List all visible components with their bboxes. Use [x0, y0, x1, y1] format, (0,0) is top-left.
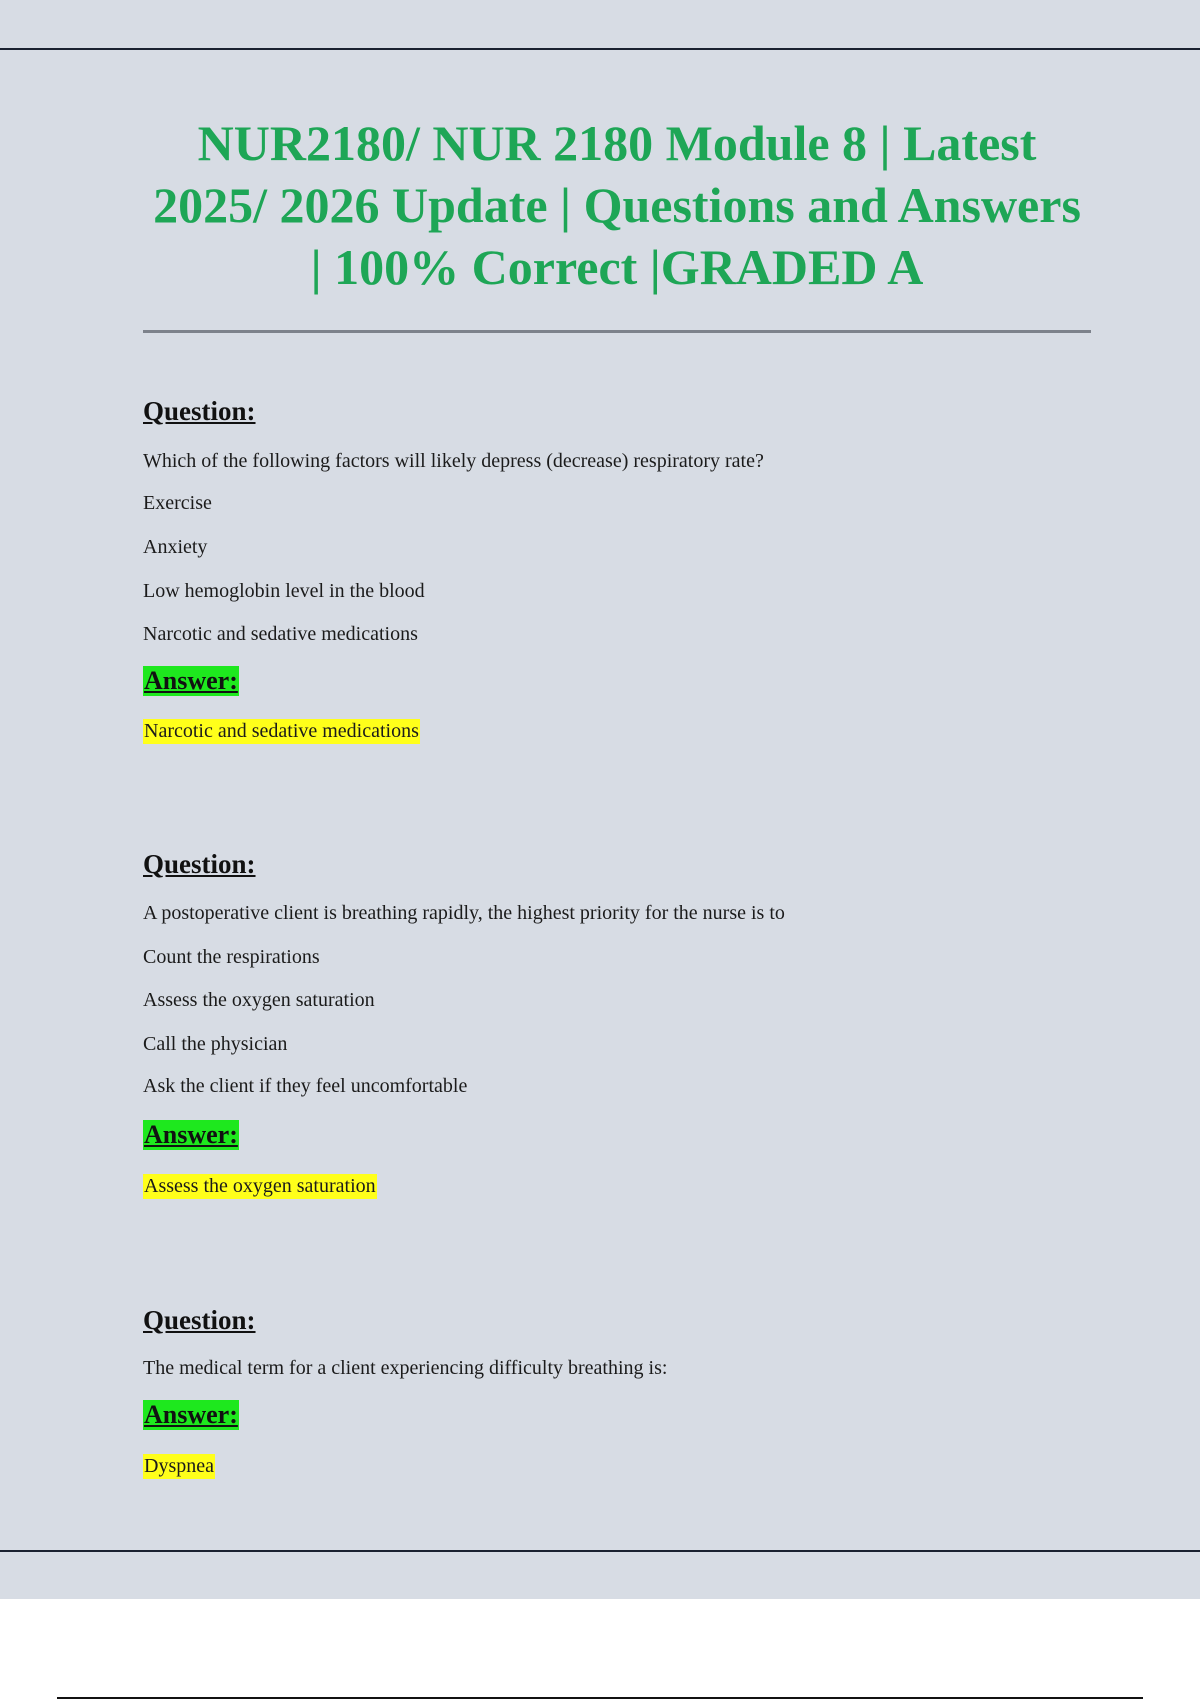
- title-divider: [143, 330, 1091, 333]
- answer-label: Answer:: [144, 1120, 238, 1149]
- bottom-rule: [0, 1550, 1200, 1552]
- answer-label: Answer:: [144, 1400, 238, 1429]
- answer-value: Assess the oxygen saturation: [144, 1175, 376, 1197]
- answer-value: Narcotic and sedative medications: [144, 720, 419, 742]
- question-prompt: Which of the following factors will likely depress (decrease) respiratory rate?: [143, 450, 764, 472]
- option: Call the physician: [143, 1033, 288, 1055]
- option: Anxiety: [143, 536, 208, 558]
- question-label: Question:: [143, 1305, 256, 1335]
- question-label: Question:: [143, 396, 256, 426]
- option: Ask the client if they feel uncomfortable: [143, 1075, 468, 1097]
- document-title: NUR2180/ NUR 2180 Module 8 | Latest 2025/ 2026 Update | Questions and Answers | 100% Correct |GRADED A: [153, 115, 1081, 295]
- option: Assess the oxygen saturation: [143, 989, 375, 1011]
- option: Count the respirations: [143, 946, 320, 968]
- top-rule: [0, 48, 1200, 50]
- answer-label: Answer:: [144, 666, 238, 695]
- question-prompt: The medical term for a client experiencing difficulty breathing is:: [143, 1357, 668, 1379]
- option: Low hemoglobin level in the blood: [143, 580, 425, 602]
- answer-value: Dyspnea: [144, 1455, 214, 1477]
- question-label: Question:: [143, 849, 256, 879]
- next-page-rule: [57, 1697, 1143, 1699]
- option: Narcotic and sedative medications: [143, 623, 418, 645]
- option: Exercise: [143, 492, 212, 514]
- question-prompt: A postoperative client is breathing rapidly, the highest priority for the nurse is to: [143, 902, 785, 924]
